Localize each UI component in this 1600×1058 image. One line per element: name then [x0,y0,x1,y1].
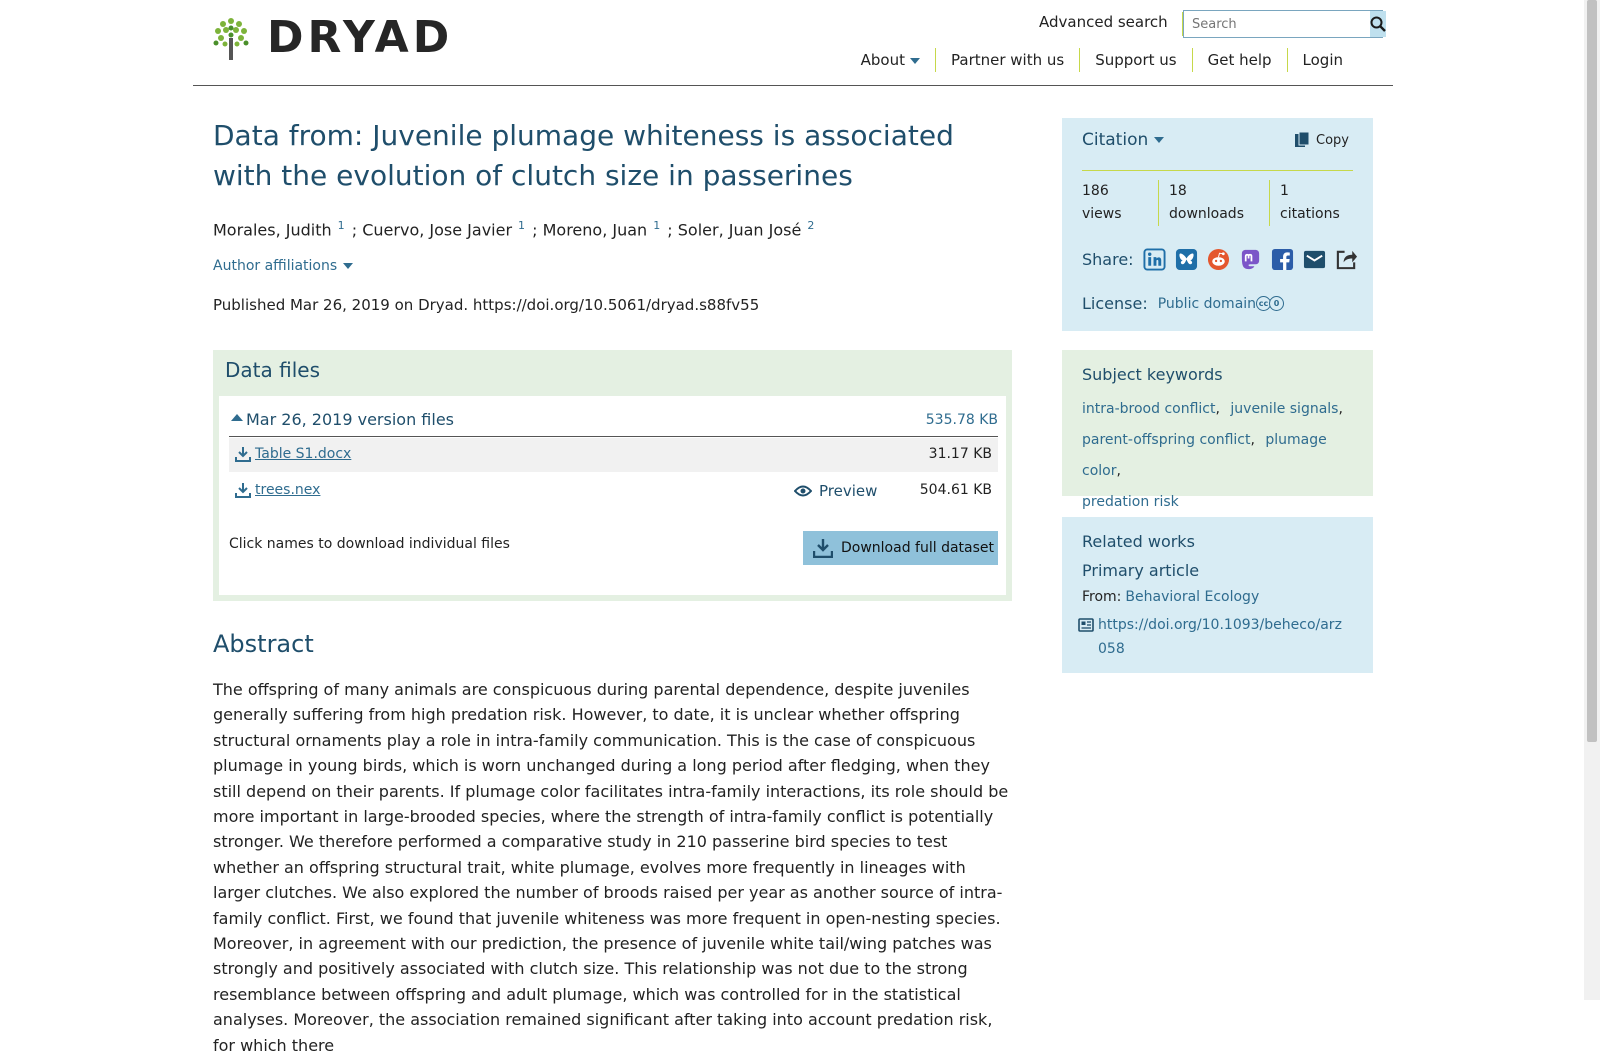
abstract-text: The offspring of many animals are conspicuous during parental dependence, despite juveniles generally suffering from high predation risk. However, to date, it is unclear whether offspring structural ornaments play a role in intra-family communication. This is the case of conspicuous plumage in young birds, which is worn unchanged during a long period after fledging, when they still depend on their parents. If plumage color facilitates intra-family interactions, its role should be more important in large-brooded species, where the strength of intra-family conflict is potentially stronger. We therefore performed a comparative study in 210 passerine bird species to test whether an offspring structural trait, white plumage, evolves more frequently in lineages with larger clutches. We also explored the number of broods raised per year as another source of intra-family conflict. First, we found that juvenile whiteness was more frequent in open-nesting species. Moreover, in agreement with our prediction, the presence of juvenile white tail/wing patches was strongly and positively associated with clutch size. This relationship was not due to the strong resemblance between offspring and adult plumage, which was controlled for in the statistical analyses. Moreover, the association remained significant after taking into account predation risk, for which there [213,680,1009,1055]
logo-wordmark: DRYAD [267,12,454,63]
chevron-up-icon [231,414,243,421]
linkedin-icon[interactable] [1143,248,1166,271]
data-files-list [219,396,1006,595]
author-list [213,218,816,239]
metric-label: downloads [1169,206,1244,222]
keyword-link[interactable]: parent-offspring conflict [1082,432,1251,448]
nav-about[interactable] [846,48,935,72]
bluesky-icon[interactable] [1175,248,1198,271]
nav-login[interactable]: Login [1287,48,1358,72]
author-name: Cuervo, Jose Javier [362,220,513,240]
affiliation-link[interactable]: 1 [653,219,661,232]
chevron-down-icon [343,263,353,269]
data-files-heading: Data files [225,358,320,382]
abstract-heading: Abstract [213,630,314,658]
nav-help[interactable]: Get help [1192,48,1287,72]
tree-logo-icon [213,16,249,60]
author-affiliations-toggle[interactable] [213,258,353,274]
version-size: 535.78 KB [925,412,998,428]
download-icon [235,446,251,462]
metric-downloads [1158,180,1244,226]
keyword-separator: , [1215,401,1220,417]
metric-citations [1269,180,1340,226]
share-label: Share: [1082,250,1134,269]
share-icon[interactable] [1335,248,1358,271]
divider [1082,170,1353,171]
metric-label: views [1082,206,1122,222]
cc0-icon: cc 0 [1258,296,1284,311]
related-from-label: From: [1082,589,1122,605]
preview-label: Preview [819,482,878,500]
metric-value: 1 [1280,183,1289,199]
related-works-panel [1062,517,1373,673]
file-row [229,474,998,508]
main-nav [846,48,1358,72]
related-type: Primary article [1082,561,1200,580]
dryad-logo[interactable] [213,12,454,63]
scrollbar-thumb[interactable] [1587,0,1597,742]
citation-panel [1062,118,1373,331]
metric-views [1082,180,1122,226]
related-works-heading: Related works [1082,532,1195,551]
keyword-link[interactable]: predation risk [1082,494,1179,510]
affiliation-link[interactable]: 1 [518,219,526,232]
metric-value: 18 [1169,183,1187,199]
keyword-list [1082,394,1367,518]
citation-toggle[interactable] [1082,130,1164,150]
author-separator: ; [532,220,538,240]
keyword-separator: , [1338,401,1343,417]
facebook-icon[interactable] [1271,248,1294,271]
author-name: Morales, Judith [213,220,332,240]
author-separator: ; [351,220,358,240]
article-icon [1078,618,1094,632]
download-icon [235,482,251,498]
nav-partner[interactable]: Partner with us [935,48,1079,72]
author-affiliations-label: Author affiliations [213,258,338,274]
keywords-heading: Subject keywords [1082,365,1223,384]
search-button[interactable] [1370,11,1386,37]
keyword-link[interactable]: intra-brood conflict [1082,401,1216,417]
data-files-panel [213,350,1012,601]
dataset-title: Data from: Juvenile plumage whiteness is associated with the evolution of clutch size in passerines [213,119,954,192]
keyword-link[interactable]: juvenile signals [1230,401,1339,417]
download-note: Click names to download individual files [229,536,510,552]
version-label: Mar 26, 2019 version files [246,410,454,429]
license-row [1082,294,1284,313]
related-doi-link[interactable]: https://doi.org/10.1093/beheco/arz058 [1098,617,1342,657]
affiliation-link[interactable]: 2 [807,219,815,232]
metric-value: 186 [1082,183,1109,199]
file-row [229,438,998,472]
chevron-down-icon [910,58,920,64]
license-label: License: [1082,294,1148,313]
copy-label: Copy [1316,132,1349,148]
journal-link[interactable]: Behavioral Ecology [1125,589,1260,605]
author-name: Soler, Juan José [677,220,802,240]
email-icon[interactable] [1303,248,1326,271]
nav-about-label: About [860,51,905,69]
search-form [1183,10,1383,38]
mastodon-icon[interactable] [1239,248,1262,271]
keyword-separator: , [1250,432,1255,448]
reddit-icon[interactable] [1207,248,1230,271]
download-full-dataset-label: Download full dataset [841,540,995,556]
author-separator: ; [667,220,673,240]
page-scrollbar[interactable] [1584,0,1600,1000]
eye-icon [794,485,812,497]
author-name: Moreno, Juan [542,220,648,240]
search-input[interactable] [1184,11,1370,37]
publication-info: Published Mar 26, 2019 on Dryad. https://doi.org/10.5061/dryad.s88fv55 [213,296,760,314]
preview-button[interactable] [794,482,877,500]
license-link[interactable]: Public domain [1157,295,1257,312]
file-size: 31.17 KB [928,446,992,462]
download-full-dataset-button[interactable] [803,531,998,565]
affiliation-link[interactable]: 1 [337,219,345,232]
subject-keywords-panel [1062,350,1373,510]
related-source [1082,589,1259,605]
version-toggle[interactable] [229,406,998,437]
related-doi-row [1078,613,1348,661]
file-size: 504.61 KB [919,482,992,498]
download-icon [813,538,833,558]
file-download-link[interactable]: Table S1.docx [255,446,352,462]
copy-citation-button[interactable] [1294,131,1349,149]
keyword-link[interactable]: plumage color [1082,432,1327,479]
advanced-search-link[interactable]: Advanced search [1039,12,1183,36]
citation-label: Citation [1082,130,1149,150]
search-icon [1370,16,1386,32]
file-download-link[interactable]: trees.nex [255,482,321,498]
metric-label: citations [1280,206,1340,222]
keyword-separator: , [1116,463,1121,479]
share-bar [1082,248,1358,271]
nav-support[interactable]: Support us [1079,48,1191,72]
chevron-down-icon [1154,137,1164,143]
site-header [193,0,1393,86]
clipboard-icon [1294,131,1310,149]
